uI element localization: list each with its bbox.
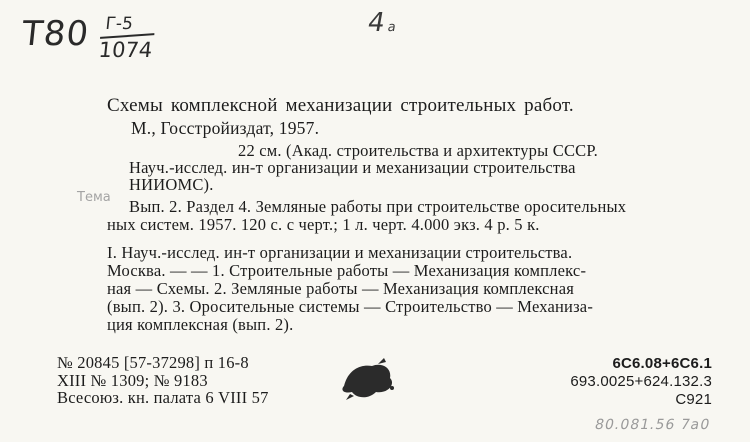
description-line: ных систем. 1957. 120 с. с черт.; 1 л. черт. 4.000 экз. 4 р. 5 к. [107, 215, 540, 234]
registry-code: XIII № 1309; № 9183 [57, 371, 208, 390]
shelfmark-handwritten: Т80 [19, 14, 92, 54]
entry-title: Схемы комплексной механизации строительных работ. [107, 95, 574, 116]
description-line: Вып. 2. Раздел 4. Земляные работы при строительстве оросительных [129, 197, 627, 216]
chamber-date: Всесоюз. кн. палата 6 VIII 57 [57, 388, 269, 407]
description-line: НИИОМС). [129, 175, 214, 194]
corner-mark-letter: а [386, 20, 398, 35]
entry-imprint: М., Госстройиздат, 1957. [131, 118, 320, 138]
pencil-inventory-note: 80.081.56 7а0 [593, 417, 712, 433]
subject-line: ная — Схемы. 2. Земляные работы — Механизация комплексная [107, 279, 575, 298]
subject-line: (вып. 2). 3. Оросительные системы — Строительство — Механиза- [107, 297, 594, 316]
classification-index: 6С6.08+6С6.1 [612, 355, 712, 372]
subject-line: ция комплексная (вып. 2). [107, 315, 294, 334]
call-number-fraction [97, 14, 172, 62]
description-line: 22 см. (Акад. строительства и архитектуры СССР. [238, 141, 599, 160]
faint-stamp-text: Тема [77, 190, 111, 205]
corner-mark-number: 4 [365, 8, 388, 38]
subject-line: I. Науч.-исслед. ин-т организации и механизации строительства. [107, 243, 573, 262]
author-mark: С921 [675, 391, 712, 408]
description-line: Науч.-исслед. ин-т организации и механизации строительства [129, 158, 576, 177]
fraction-bottom: 1074 [97, 38, 154, 62]
subject-line: Москва. — — 1. Строительные работы — Механизация комплекс- [107, 261, 587, 280]
ink-blot-stamp [338, 356, 398, 402]
fraction-top: Г-5 [104, 14, 134, 34]
registry-number: № 20845 [57-37298] п 16-8 [57, 353, 249, 372]
udc-index: 693.0025+624.132.3 [570, 373, 712, 390]
corner-mark [365, 8, 399, 38]
